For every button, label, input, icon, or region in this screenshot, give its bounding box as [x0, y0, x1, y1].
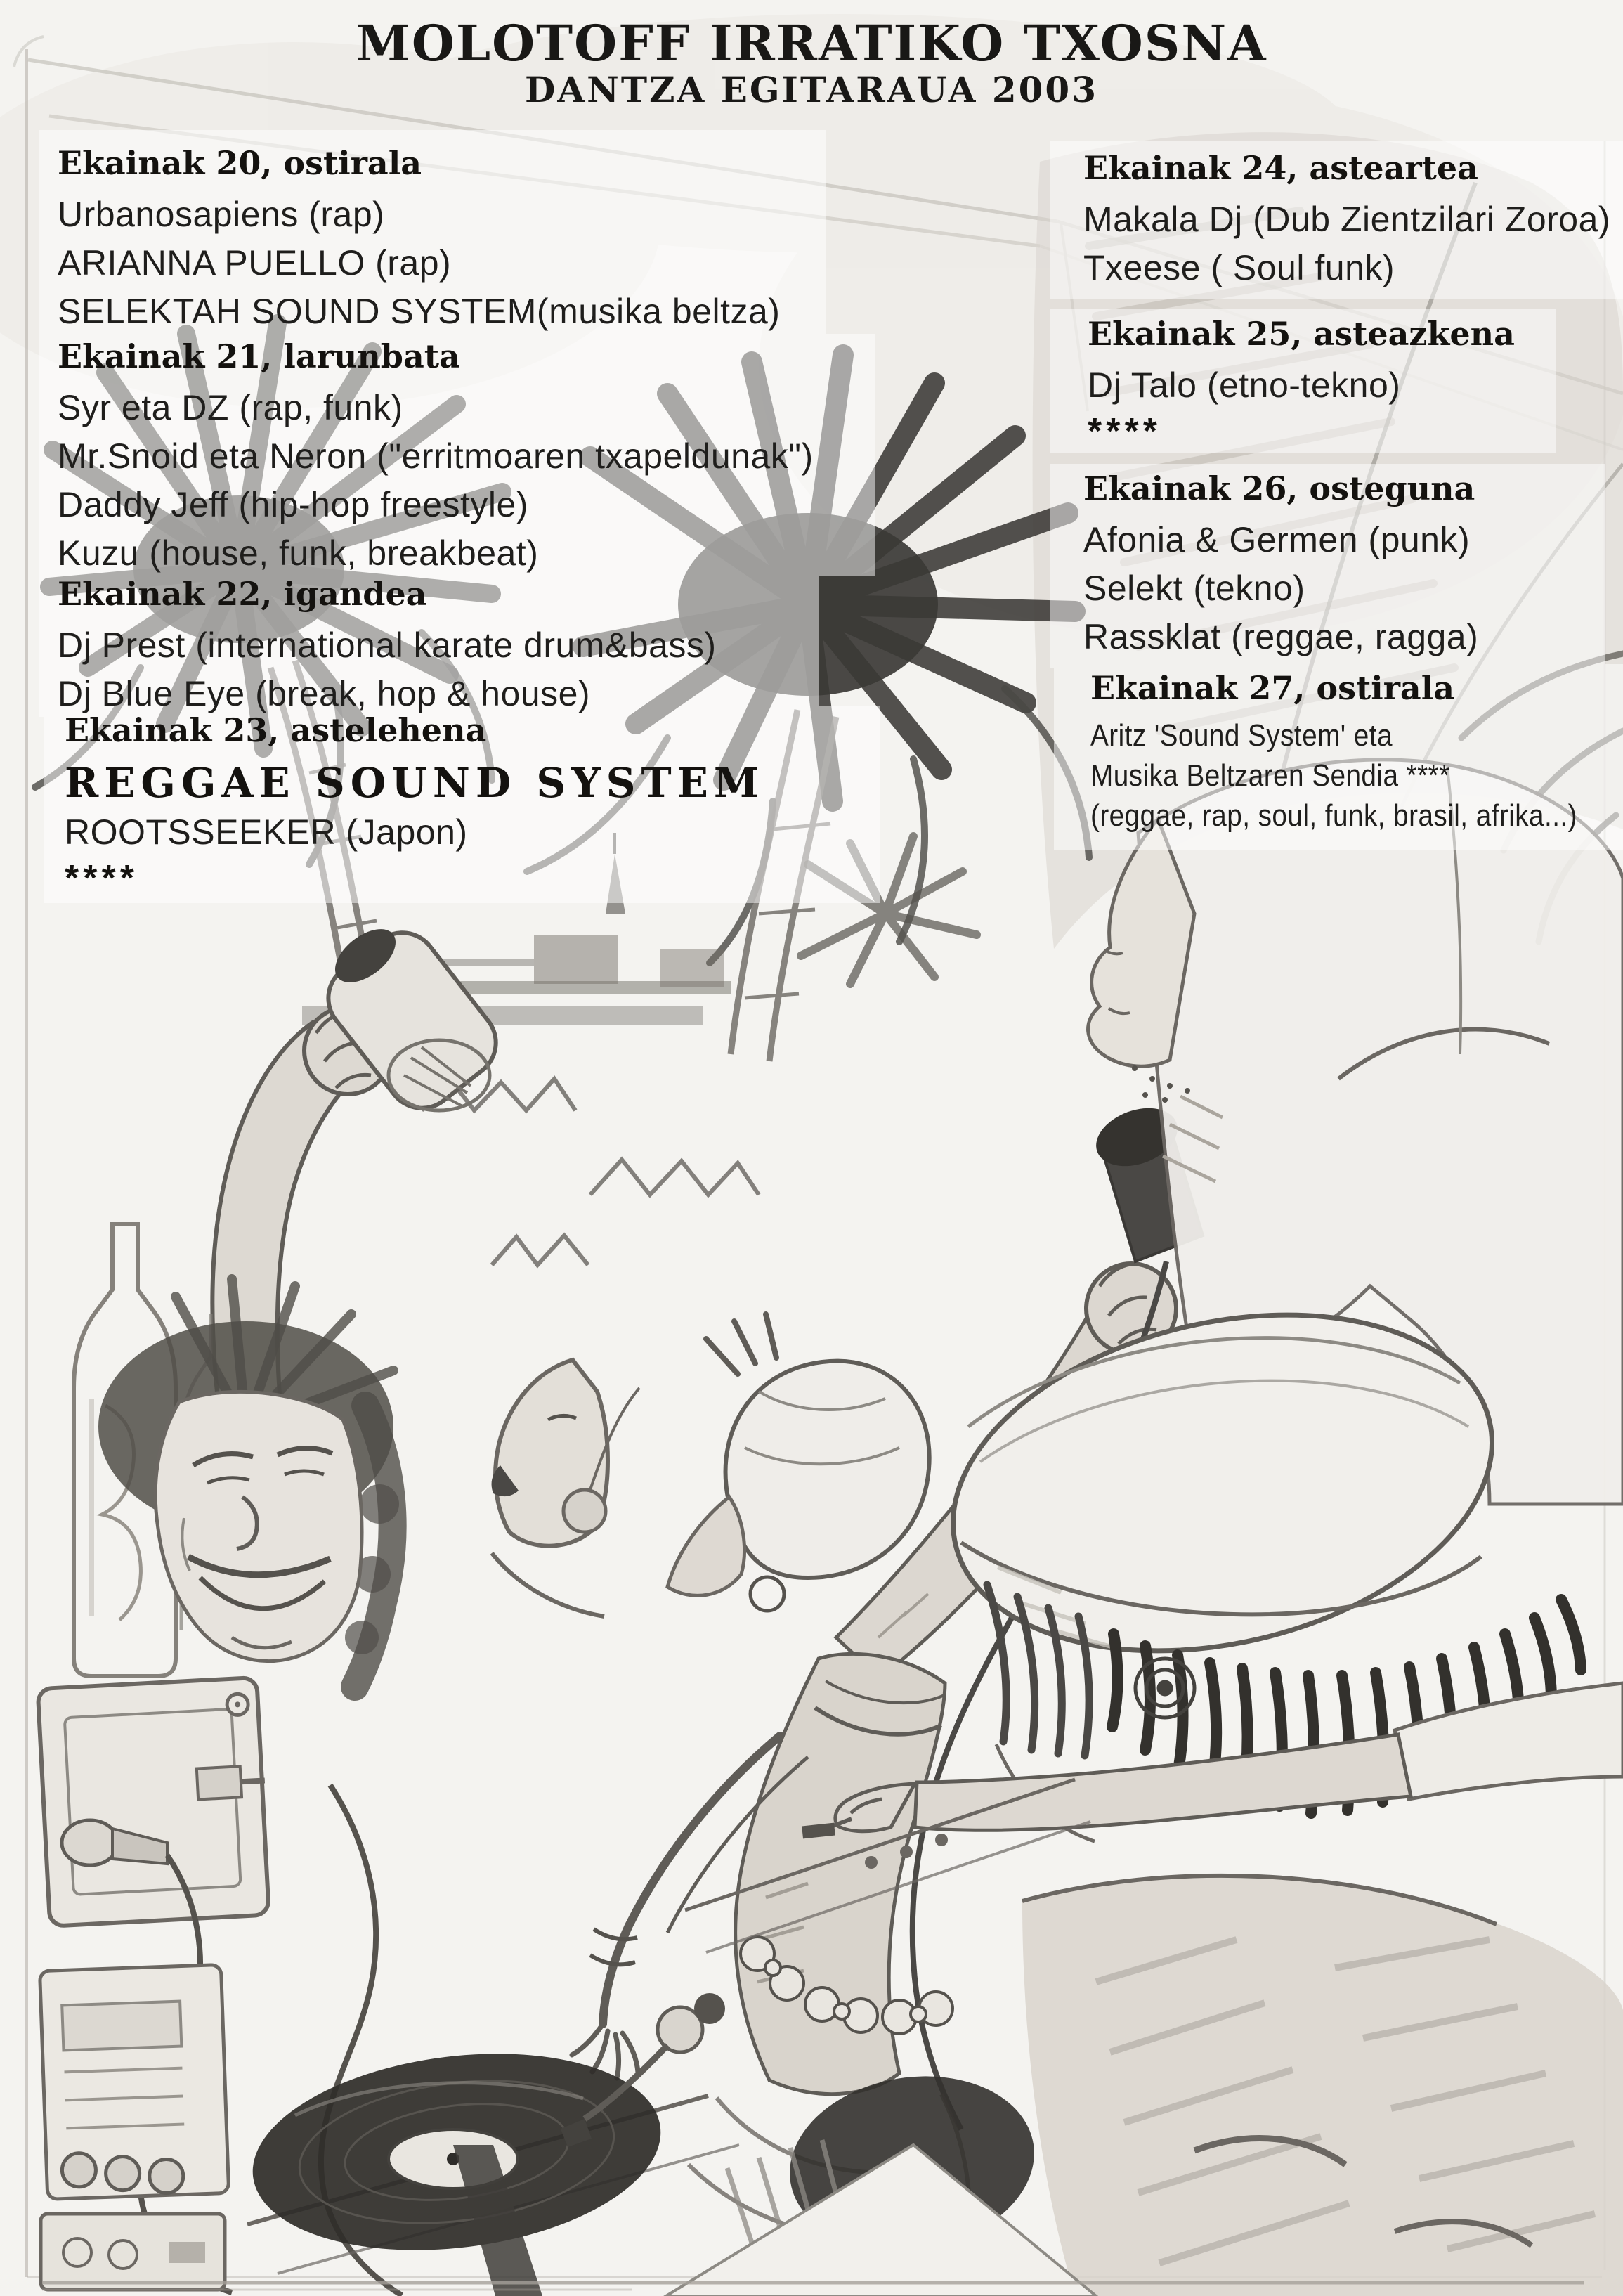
lineup-line: Dj Talo (etno-tekno): [1088, 365, 1401, 405]
lineup-line: Urbanosapiens (rap): [58, 195, 385, 234]
lineup-line: (reggae, rap, soul, funk, brasil, afrika...): [1090, 798, 1577, 833]
lineup-line: Rassklat (reggae, ragga): [1083, 617, 1479, 656]
schedule-block-right-2: [1083, 469, 1478, 661]
date-heading: Ekainak 20, ostirala: [58, 144, 422, 182]
schedule-block-right-0: [1083, 149, 1610, 292]
lineup-line: Daddy Jeff (hip-hop freestyle): [58, 485, 528, 524]
schedule-block-left-1: [58, 337, 814, 578]
schedule-block-left-3: [65, 711, 764, 900]
lineup-line: Makala Dj (Dub Zientzilari Zoroa): [1083, 200, 1611, 239]
schedule-block-right-3: [1090, 669, 1623, 836]
lineup-line: ****: [1088, 411, 1161, 452]
lineup-line: Txeese ( Soul funk): [1083, 248, 1395, 287]
lineup-line: Afonia & Germen (punk): [1083, 520, 1471, 559]
lineup-line: Syr eta DZ (rap, funk): [58, 388, 403, 427]
lineup-line: ARIANNA PUELLO (rap): [58, 243, 452, 283]
lineup-line: Dj Blue Eye (break, hop & house): [58, 674, 591, 713]
schedule-block-left-0: [58, 144, 780, 336]
lineup-line: ****: [65, 858, 138, 899]
lineup-line: Kuzu (house, funk, breakbeat): [58, 533, 539, 573]
date-heading: Ekainak 24, asteartea: [1083, 149, 1478, 187]
schedule-block-right-1: [1088, 315, 1515, 453]
poster-subtitle: DANTZA EGITARAUA 2003: [524, 69, 1098, 110]
schedule-block-left-2: [58, 575, 717, 718]
lineup-line: ROOTSSEEKER (Japon): [65, 812, 468, 852]
lineup-line: Dj Prest (international karate drum&bass): [58, 625, 717, 665]
lineup-line: Aritz 'Sound System' eta: [1090, 718, 1393, 753]
date-heading: Ekainak 25, asteazkena: [1088, 315, 1515, 353]
lineup-line: Mr.Snoid eta Neron ("erritmoaren txapeldunak"): [58, 436, 814, 476]
date-heading: Ekainak 26, osteguna: [1083, 469, 1475, 507]
date-heading: Ekainak 22, igandea: [58, 575, 427, 613]
lineup-line: Selekt (tekno): [1083, 569, 1305, 608]
date-heading: Ekainak 21, larunbata: [58, 337, 460, 375]
lineup-line: Musika Beltzaren Sendia ****: [1090, 758, 1450, 793]
date-heading: Ekainak 23, astelehena: [65, 711, 487, 749]
lineup-line-emphasis: REGGAE SOUND SYSTEM: [65, 759, 765, 807]
poster-title: MOLOTOFF IRRATIKO TXOSNA: [356, 14, 1267, 72]
date-heading: Ekainak 27, ostirala: [1090, 669, 1455, 707]
lineup-line: SELEKTAH SOUND SYSTEM(musika beltza): [58, 292, 781, 331]
